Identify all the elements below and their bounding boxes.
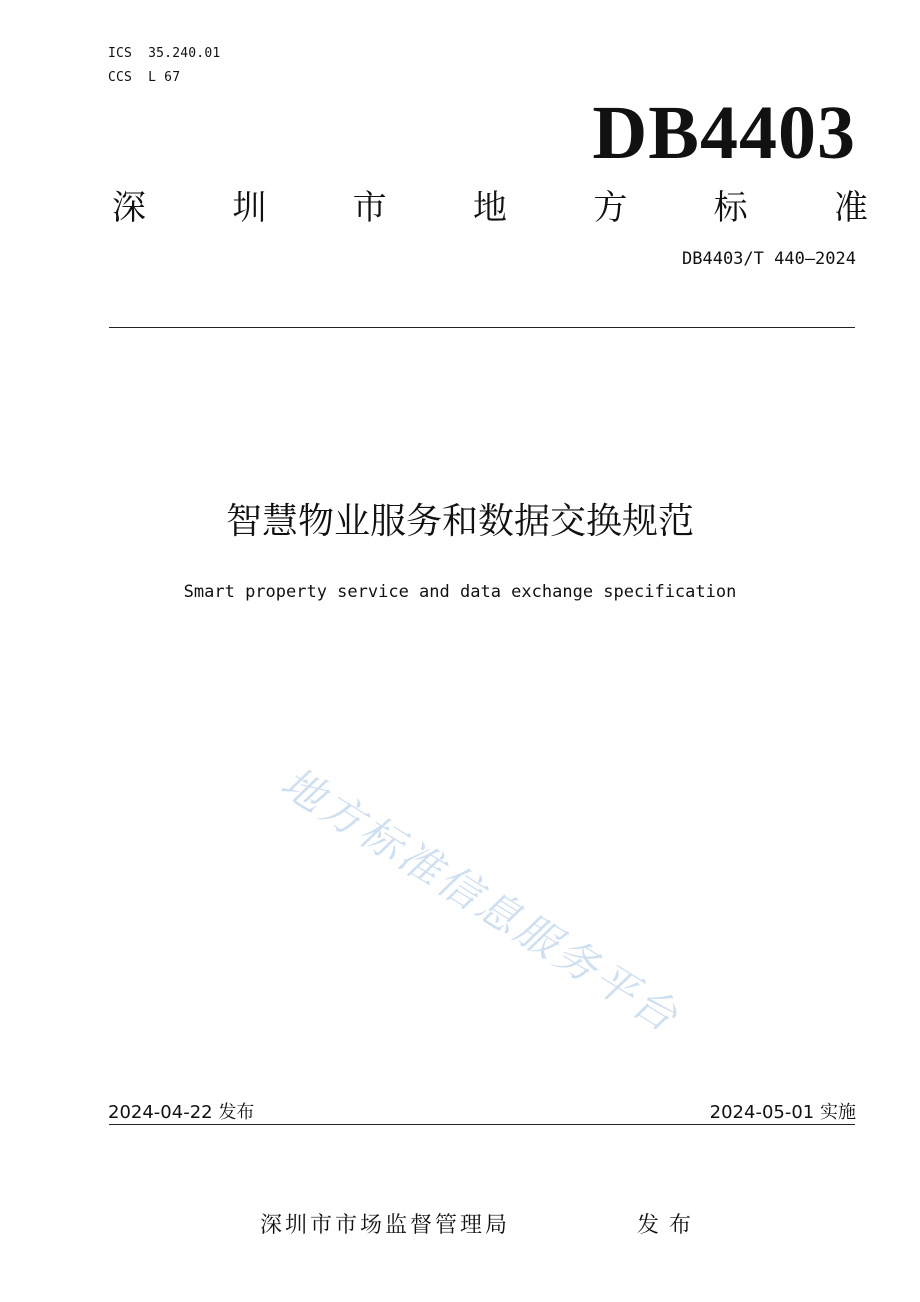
implementation-date: 2024-05-01 实施 <box>709 1102 856 1123</box>
issue-date: 2024-04-22 发布 <box>108 1102 255 1123</box>
standard-kind-char: 地 <box>472 188 507 228</box>
watermark: 地方标准信息服务平台 <box>272 757 689 1043</box>
issue-label: 发布 <box>637 1213 702 1238</box>
standard-code-heading: DB4403 <box>592 91 856 175</box>
standard-number: DB4403/T 440—2024 <box>682 249 856 269</box>
issuing-authority: 深圳市市场监督管理局 <box>260 1213 511 1238</box>
standard-kind-char: 圳 <box>232 188 267 228</box>
standard-kind-char: 标 <box>713 188 748 228</box>
bottom-divider <box>109 1124 855 1125</box>
top-divider <box>109 327 855 328</box>
standard-kind-char: 方 <box>593 188 628 228</box>
standard-kind-title <box>112 186 868 230</box>
ics-code: ICS 35.240.01 <box>108 46 221 61</box>
standard-kind-char: 准 <box>833 188 868 228</box>
ccs-code: CCS L 67 <box>108 70 181 85</box>
document-title-english: Smart property service and data exchange specification <box>183 582 737 602</box>
document-title-chinese: 智慧物业服务和数据交换规范 <box>225 501 694 542</box>
standard-kind-char: 市 <box>352 188 387 228</box>
standard-kind-char: 深 <box>112 188 146 228</box>
